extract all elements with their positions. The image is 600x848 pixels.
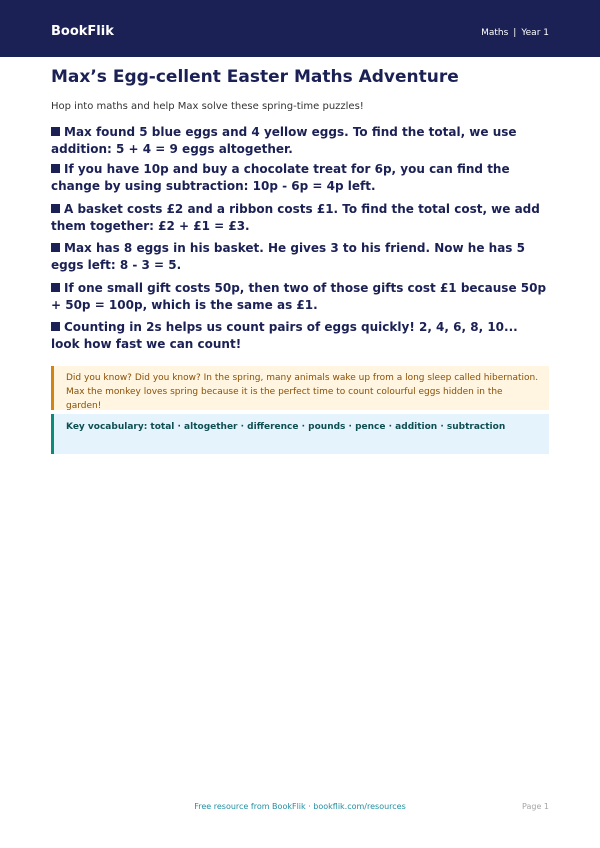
list-item: [51, 240, 549, 274]
list-item: [51, 124, 549, 158]
site-header: [0, 0, 600, 57]
did-you-know-callout: Did you know? Did you know? In the spring, many animals wake up from a long sleep called hibernation. Max the monkey loves spring because it is the perfect time to count colourful eggs hidden in the garden!: [51, 366, 549, 410]
subject-label: Maths: [481, 28, 509, 38]
page-title: Max’s Egg-cellent Easter Maths Adventure: [51, 67, 459, 87]
meta-separator: |: [513, 28, 517, 38]
list-item-text: If one small gift costs 50p, then two of those gifts cost £1 because 50p + 50p = 100p, which is the same as £1.: [51, 281, 547, 312]
list-item-text: A basket costs £2 and a ribbon costs £1. To find the total cost, we add them together: £2 + £1 = £3.: [51, 202, 540, 233]
square-bullet-icon: [51, 283, 60, 292]
vocabulary-callout: Key vocabulary: total · altogether · difference · pounds · pence · addition · subtraction: [51, 414, 549, 454]
square-bullet-icon: [51, 127, 60, 136]
header-meta: [481, 27, 549, 39]
year-label: Year 1: [521, 28, 549, 38]
square-bullet-icon: [51, 243, 60, 252]
list-item: [51, 201, 549, 235]
list-item-text: If you have 10p and buy a chocolate treat for 6p, you can find the change by using subtraction: 10p - 6p = 4p left.: [51, 162, 510, 193]
list-item: [51, 161, 549, 195]
list-item: [51, 319, 549, 353]
list-item-text: Counting in 2s helps us count pairs of eggs quickly! 2, 4, 6, 8, 10... look how fast we can count!: [51, 320, 518, 351]
list-item-text: Max has 8 eggs in his basket. He gives 3 to his friend. Now he has 5 eggs left: 8 - 3 = 5.: [51, 241, 525, 272]
brand-logo[interactable]: BookFlik: [51, 24, 114, 39]
list-item: [51, 280, 549, 314]
square-bullet-icon: [51, 164, 60, 173]
square-bullet-icon: [51, 322, 60, 331]
list-item-text: Max found 5 blue eggs and 4 yellow eggs. To find the total, we use addition: 5 + 4 = 9 eggs altogether.: [51, 125, 517, 156]
footer-resource-link[interactable]: Free resource from BookFlik · bookflik.com/resources: [194, 802, 406, 811]
intro-text: Hop into maths and help Max solve these spring-time puzzles!: [51, 101, 364, 112]
square-bullet-icon: [51, 204, 60, 213]
page-number: Page 1: [522, 802, 549, 811]
